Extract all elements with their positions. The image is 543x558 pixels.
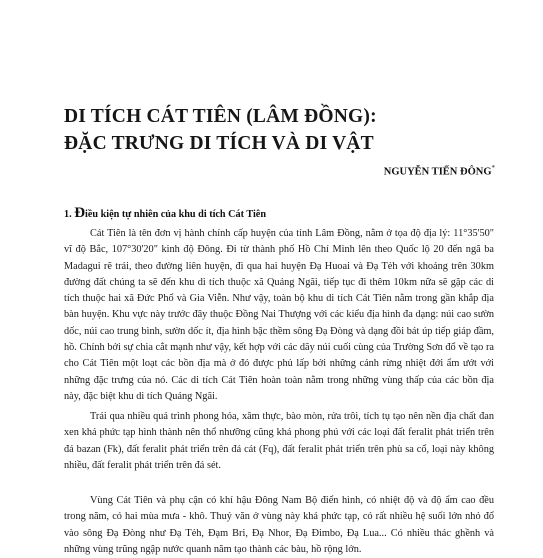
body-paragraph: Cát Tiên là tên đơn vị hành chính cấp huyện của tỉnh Lâm Đồng, nằm ở tọa độ địa lý: 11°35'50" vĩ độ Bắc, 107°30'20" kinh độ Đông. Đi từ thành phố Hồ Chí Minh lên theo Quốc lộ 20 đến ngã ba Madagui rẽ trái, theo đường liên huyện, đi qua hai huyện Đạ Huoai và Đạ Tẻh với khoảng trên 30km đường đất chúng ta sẽ đến khu di tích thuộc xã Quảng Ngãi, tiếp tục đi thêm 10km nữa sẽ gặp các di tích thuộc hai xã Đức Phổ và Gia Viễn. Như vậy, toàn bộ khu di tích Cát Tiên nằm trong gần khắp địa bàn huyện. Khu vực này trước đây thuộc Đồng Nai Thượng với các kiểu địa hình đa dạng: núi cao sườn dốc, núi cao trung bình, sườn dốc ít, địa hình bậc thềm sông Đạ Đòng và dạng đồi bát úp tiếp giáp đầm, hồ. Chính bởi sự chia cắt mạnh như vậy, kết hợp với các dãy núi cuối cùng của Trường Sơn đổ về tạo ra cho Cát Tiên một loạt các bồn địa mà ở đó được phủ lấp bởi những cánh rừng nhiệt đới ẩm ướt với những đặc trưng của nó. Các di tích Cát Tiên hoàn toàn nằm trong những vùng thấp của các bồn địa này, đặc biệt khu di tích Quảng Ngãi. [64,228,494,402]
author-text: NGUYỄN TIẾN ĐÔNG [383,166,492,178]
title-line-1: DI TÍCH CÁT TIÊN (LÂM ĐỒNG): [64,106,377,127]
body-paragraph: Vùng Cát Tiên và phụ cận có khí hậu Đông Nam Bộ điển hình, có nhiệt độ và độ ẩm cao đều trong năm, có hai mùa mưa - khô. Thuỷ văn ở vùng này khá phức tạp, có rất nhiều hệ suối lớn nhỏ đổ vào sông Đạ Đòng như Đạ Tẻh, Đạm Bri, Đạ Nhor, Đạ Đimbo, Đạ Lua... Có nhiều thác ghềnh và những vùng trũng ngập nước quanh năm tạo thành các bàu, hồ rộng lớn. [64,495,494,555]
body-paragraph: Trái qua nhiều quá trình phong hóa, xâm thực, bào mòn, rửa trôi, tích tụ tạo nên nền địa chất đan xen khá phức tạp hình thành nên thổ nhưỡng cũng khá phong phú với các loại đất feralit phát triển trên đá bazan (Fk), đất feralit phát triển trên đá cát (Fq), đất feralit phát triển trên phù sa cổ, loại này không nhiều, đất feralit phát triển trên đá sét. [64,411,494,471]
section-heading [64,205,266,222]
author-name [384,164,495,178]
author-footnote-mark: * [491,164,495,172]
section-number: 1. [64,209,72,220]
section-drop-letter: Đ [74,205,86,221]
title-line-2: ĐẶC TRƯNG DI TÍCH VÀ DI VẬT [64,133,374,154]
section-heading-text: iều kiện tự nhiên của khu di tích Cát Tiên [85,209,266,220]
article-title [64,103,504,157]
